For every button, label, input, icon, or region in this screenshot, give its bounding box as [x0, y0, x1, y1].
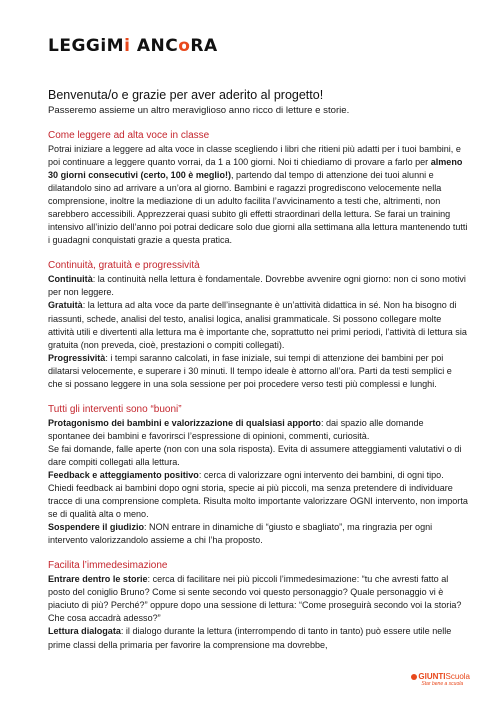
section-paragraph: Se fai domande, falle aperte (non con una sola risposta). Evita di assumere atteggiamenti valutativi o di dare compiti collegati alla lettura. [48, 443, 462, 467]
section-paragraph: Continuità: la continuità nella lettura è fondamentale. Dovrebbe avvenire ogni giorno: non ci sono motivi per non leggere. [48, 274, 466, 298]
leggimi-ancora-logo: LEGGiMi ANCoRA [48, 36, 218, 56]
section-paragraph: Entrare dentro le storie: cerca di facilitare nei più piccoli l’immedesimazione: “tu che avresti fatto al posto del coniglio Bruno? Come si sente secondo voi questo personaggio? Quale personaggio vi è piaciuto di più? Perché?” oppure dopo una sessione di lettura: “Come proseguirà secondo voi la storia? Che cosa accadrà adesso?” [48, 574, 462, 624]
giunti-g-icon [411, 674, 417, 680]
section-heading-continuita: Continuità, gratuità e progressività [48, 260, 200, 272]
section-heading-come-leggere: Come leggere ad alta voce in classe [48, 130, 210, 141]
section-paragraph: Potrai iniziare a leggere ad alta voce in classe scegliendo i libri che ritieni più adatti per i tuoi bambini, e poi continuare a leggere quanto vorrai, da 1 a 100 giorni. Noi ti chiediamo di provare a farlo per almeno 30 giorni consecutivi (certo, 100 è meglio!), partendo dal tempo di attenzione dei tuoi alunni e dilatandolo sino ad arrivare a un’ora al giorno. Bambini e ragazzi progrediscono velocemente nella comprensione, inoltre la mediazione di un adulto facilita l’avvicinamento a testi che, altrimenti, non sarebbero accessibili. Apprezzerai quasi subito gli effetti straordinari della lettura. Se farai un training intensivo all’inizio dell’anno poi potrai dedicare solo due giorni alla settimana alla lettura mantenendo tutti i guadagni conquistati grazie a questa pratica. [48, 144, 468, 246]
greeting-subtitle: Passeremo assieme un altro meraviglioso anno ricco di letture e storie. [48, 105, 350, 116]
section-paragraph: Feedback e atteggiamento positivo: cerca di valorizzare ogni intervento dei bambini, di ogni tipo. Chiedi feedback ai bambini dopo ogni storia, specie ai più piccoli, ma senza pretendere di individuare tracce di una comprensione completa. Risulta molto importante valorizzare OGNI intervento, non importa se di qualità alta o meno. [48, 469, 468, 520]
section-paragraph: Gratuità: la lettura ad alta voce da parte dell’insegnante è un’attività didattica in sé. Non ha bisogno di riassunti, schede, analisi del testo, analisi logica, analisi grammaticale. Si possono collegare molte attività utili e divertenti alla lettura ma è importante che, soprattutto nei primi periodi, l’attività di lettura sia gratuita (non preveda, cioè, prestazioni o compiti collegati). [48, 300, 467, 350]
section-paragraph: Lettura dialogata: il dialogo durante la lettura (interrompendo di tanto in tanto) può essere utile nelle prime classi della primaria per favorire la comprensione ma dovrebbe, [48, 626, 452, 650]
document-body [48, 87, 468, 652]
greeting-title: Benvenuta/o e grazie per aver aderito al progetto! [48, 88, 324, 102]
section-paragraph: Progressività: i tempi saranno calcolati, in fase iniziale, sui tempi di attenzione dei bambini per poi dilatarsi velocemente, e superare i 30 minuti. Il tempo ideale è attorno all’ora. Parti da testi semplici e che si possano leggere in una sola sessione per poi procedere verso testi più complessi e lunghi. [48, 352, 452, 389]
section-paragraph: Protagonismo dei bambini e valorizzazione di qualsiasi apporto: dai spazio alle domande spontanee dei bambini e favorirsci l’espressione di opinioni, commenti, curiosità. [48, 417, 424, 441]
section-heading-interventi: Tutti gli interventi sono “buoni” [48, 403, 182, 415]
giunti-scuola-logo: GIUNTIScuola Star bene a scuola [411, 672, 470, 687]
section-heading-immedesimazione: Facilita l’immedesimazione [48, 560, 168, 572]
section-paragraph: Sospendere il giudizio: NON entrare in dinamiche di “giusto e sbagliato”, ma ringrazia per ogni intervento valorizzandolo assieme a chi l’ha proposto. [48, 522, 433, 546]
